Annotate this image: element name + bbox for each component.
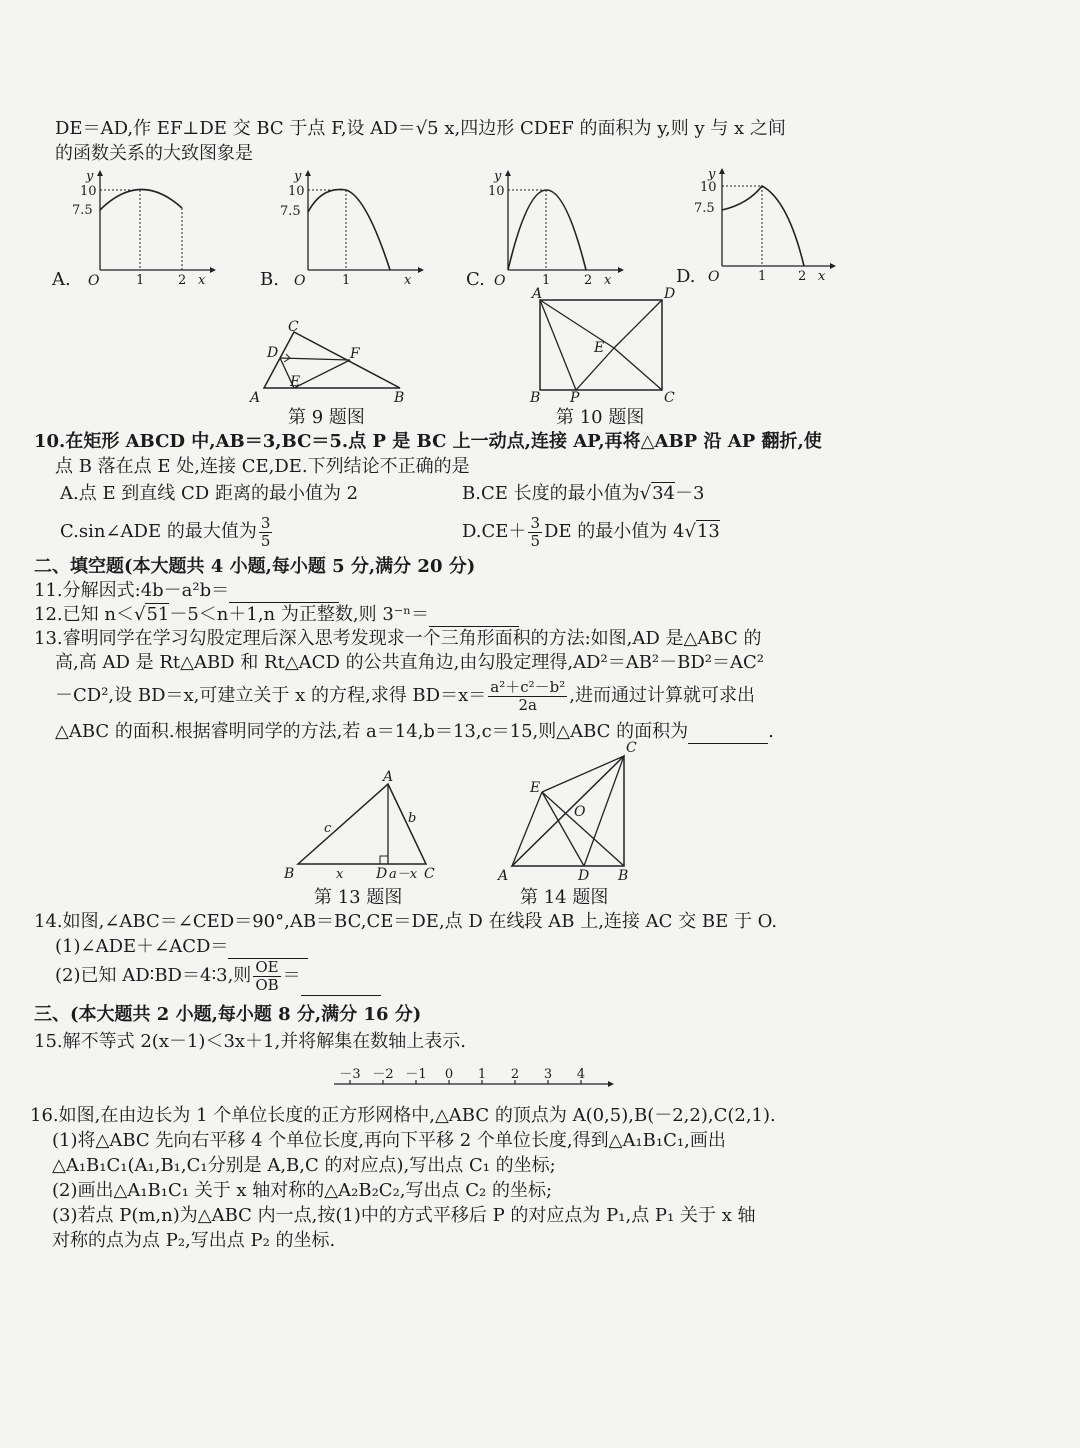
- q9-graph-b: [280, 168, 426, 289]
- q16-line2: (1)将△ABC 先向右平移 4 个单位长度,再向下平移 2 个单位长度,得到△A₁B₁C₁,画出: [52, 1130, 726, 1151]
- q10-stem-line1: 10.在矩形 ABCD 中,AB＝3,BC＝5.点 P 是 BC 上一动点,连接 AP,再将△ABP 沿 AP 翻折,使: [34, 431, 822, 452]
- q9-graph-d-x-tick-1: 1: [758, 269, 767, 284]
- fig10-point-d: D: [664, 286, 676, 302]
- q12-text: 12.已知 n＜√51－5＜n＋1,n 为正整数,则 3⁻ⁿ＝: [34, 603, 519, 627]
- fig14-point-a: A: [498, 868, 509, 884]
- q16-line5: (3)若点 P(m,n)为△ABC 内一点,按(1)中的方式平移后 P 的对应点为 P₁,点 P₁ 关于 x 轴: [52, 1205, 756, 1226]
- fig9-point-b: B: [394, 390, 405, 406]
- fig14-point-c: C: [626, 740, 637, 756]
- q9-graph-a-x-axis: x: [198, 273, 206, 288]
- q16-line4: (2)画出△A₁B₁C₁ 关于 x 轴对称的△A₂B₂C₂,写出点 C₂ 的坐标;: [52, 1180, 553, 1201]
- fig9-caption: 第 9 题图: [288, 407, 365, 428]
- q9-graph-d-origin: O: [708, 269, 720, 285]
- q9-graph-c: [486, 168, 626, 288]
- q9-graph-c-y-axis: y: [494, 169, 502, 184]
- q13-line1: 13.睿明同学在学习勾股定理后深入思考发现求一个三角形面积的方法:如图,AD 是△ABC 的: [34, 628, 762, 649]
- fig13-point-a: A: [383, 769, 394, 785]
- q9-graph-d-x-tick-2: 2: [798, 269, 807, 284]
- q9-graph-d-y-tick-7-5: 7.5: [694, 201, 715, 216]
- figure-14: [494, 738, 644, 883]
- q9-graph-a-y-tick-7-5: 7.5: [72, 203, 93, 218]
- q11-text: 11.分解因式:4b－a²b＝: [34, 579, 339, 603]
- q9-graph-b-x-tick-1: 1: [342, 273, 351, 288]
- q14-part1: (1)∠ADE＋∠ACD＝: [55, 935, 308, 959]
- fig10-caption: 第 10 题图: [556, 407, 645, 428]
- fig9-point-c: C: [288, 319, 299, 335]
- q9-stem-line2: 的函数关系的大致图象是: [55, 143, 253, 164]
- q9-graph-c-y-tick-10: 10: [488, 184, 505, 199]
- q14-part2: (2)已知 AD∶BD＝4∶3,则 $\frac{OE}{OB}$ ＝: [55, 956, 381, 996]
- fig13-point-b: B: [284, 866, 295, 882]
- number-line-tick-label: 4: [576, 1067, 586, 1082]
- fig13-label-c: c: [324, 821, 332, 836]
- figure-9: [250, 318, 420, 408]
- number-line-tick-label: 2: [510, 1067, 520, 1082]
- fig14-caption: 第 14 题图: [520, 887, 609, 908]
- q9-graph-d-y-tick-10: 10: [700, 180, 717, 195]
- q9-option-d-label: D.: [676, 266, 696, 287]
- fig13-point-c: C: [424, 866, 435, 882]
- fig13-label-b: b: [408, 811, 417, 826]
- q9-graph-a-x-tick-1: 1: [136, 273, 145, 288]
- number-line-tick-label: －2: [372, 1067, 394, 1082]
- q14-stem: 14.如图,∠ABC＝∠CED＝90°,AB＝BC,CE＝DE,点 D 在线段 AB 上,连接 AC 交 BE 于 O.: [34, 911, 778, 932]
- q9-graph-b-y-tick-7-5: 7.5: [280, 204, 301, 219]
- q13-line3: －CD²,设 BD＝x,可建立关于 x 的方程,求得 BD＝x＝ $\frac{\text{a²＋c²－b²}}{2a}$ ,进而通过计算就可求出: [55, 677, 755, 714]
- fig13-point-d: D: [376, 866, 388, 882]
- q9-graph-c-origin: O: [494, 273, 506, 289]
- fig10-point-p: P: [570, 390, 580, 406]
- fig9-point-d: D: [267, 345, 279, 361]
- q13-line2: 高,高 AD 是 Rt△ABD 和 Rt△ACD 的公共直角边,由勾股定理得,AD²＝AB²－BD²＝AC²: [55, 652, 764, 673]
- q16-line1: 16.如图,在由边长为 1 个单位长度的正方形网格中,△ABC 的顶点为 A(0,5),B(－2,2),C(2,1).: [30, 1105, 776, 1126]
- q9-graph-d: [694, 166, 840, 286]
- q9-graph-b-x-axis: x: [404, 273, 412, 288]
- q9-graph-a: [72, 168, 218, 289]
- fig9-point-a: A: [250, 390, 261, 406]
- q9-graph-d-x-axis: x: [818, 269, 826, 284]
- fig10-point-c: C: [664, 390, 675, 406]
- q9-graph-a-y-axis: y: [86, 169, 94, 184]
- q9-graph-c-x-axis: x: [604, 273, 612, 288]
- fig9-point-f: F: [350, 346, 360, 362]
- q16-line3: △A₁B₁C₁(A₁,B₁,C₁分别是 A,B,C 的对应点),写出点 C₁ 的坐标;: [52, 1155, 556, 1176]
- q9-graph-b-y-axis: y: [294, 169, 302, 184]
- fig14-point-e: E: [530, 780, 541, 796]
- fig10-point-e: E: [594, 340, 605, 356]
- q15-text: 15.解不等式 2(x－1)＜3x＋1,并将解集在数轴上表示.: [34, 1031, 466, 1052]
- section-3-heading: 三、(本大题共 2 小题,每小题 8 分,满分 16 分): [34, 1004, 422, 1025]
- q10-option-d: D.CE＋ $\frac{3}{5}$ DE 的最小值为 4√13: [462, 513, 720, 550]
- q9-graph-d-y-axis: y: [708, 167, 716, 182]
- q10-stem-line2: 点 B 落在点 E 处,连接 CE,DE.下列结论不正确的是: [55, 456, 470, 477]
- fig14-point-o: O: [574, 804, 586, 820]
- q13-line4: △ABC 的面积.根据睿明同学的方法,若 a＝14,b＝13,c＝15,则△ABC 的面积为 .: [55, 721, 774, 742]
- number-line-tick-label: 0: [444, 1067, 454, 1082]
- q15-number-line: [330, 1067, 620, 1104]
- fig14-point-b: B: [618, 868, 629, 884]
- q9-option-c-label: C.: [466, 269, 485, 290]
- q9-option-a-label: A.: [52, 269, 71, 290]
- q9-graph-a-y-tick-10: 10: [80, 184, 97, 199]
- q16-line6: 对称的点为点 P₂,写出点 P₂ 的坐标.: [52, 1230, 336, 1251]
- figure-10: [524, 284, 694, 404]
- fig10-point-b: B: [530, 390, 541, 406]
- fig13-label-x: x: [336, 867, 344, 882]
- section-2-heading: 二、填空题(本大题共 4 小题,每小题 5 分,满分 20 分): [34, 556, 476, 577]
- number-line-tick-label: 3: [543, 1067, 553, 1082]
- fig14-point-d: D: [578, 868, 590, 884]
- q9-option-b-label: B.: [260, 269, 279, 290]
- q9-stem-line1: DE＝AD,作 EF⊥DE 交 BC 于点 F,设 AD＝√5 x,四边形 CDEF 的面积为 y,则 y 与 x 之间: [55, 118, 786, 139]
- number-line-tick-label: －3: [339, 1067, 361, 1082]
- q9-graph-a-x-tick-2: 2: [178, 273, 187, 288]
- q9-graph-a-origin: O: [88, 273, 100, 289]
- fig10-point-a: A: [532, 286, 543, 302]
- q9-graph-b-origin: O: [294, 273, 306, 289]
- q10-option-c: C.sin∠ADE 的最大值为 $\frac{3}{5}$: [60, 513, 271, 550]
- number-line-tick-label: －1: [405, 1067, 427, 1082]
- number-line-tick-label: 1: [477, 1067, 487, 1082]
- q10-option-a: A.点 E 到直线 CD 距离的最小值为 2: [60, 483, 359, 504]
- figure-13: [280, 768, 450, 883]
- q9-graph-b-y-tick-10: 10: [288, 184, 305, 199]
- fig13-caption: 第 13 题图: [314, 887, 403, 908]
- fig13-label-a-minus-x: a－x: [389, 867, 418, 882]
- q10-option-b: B.CE 长度的最小值为√34－3: [462, 483, 705, 504]
- q9-graph-c-x-tick-1: 1: [542, 273, 551, 288]
- q9-graph-c-x-tick-2: 2: [584, 273, 593, 288]
- fig9-point-e: E: [290, 374, 301, 390]
